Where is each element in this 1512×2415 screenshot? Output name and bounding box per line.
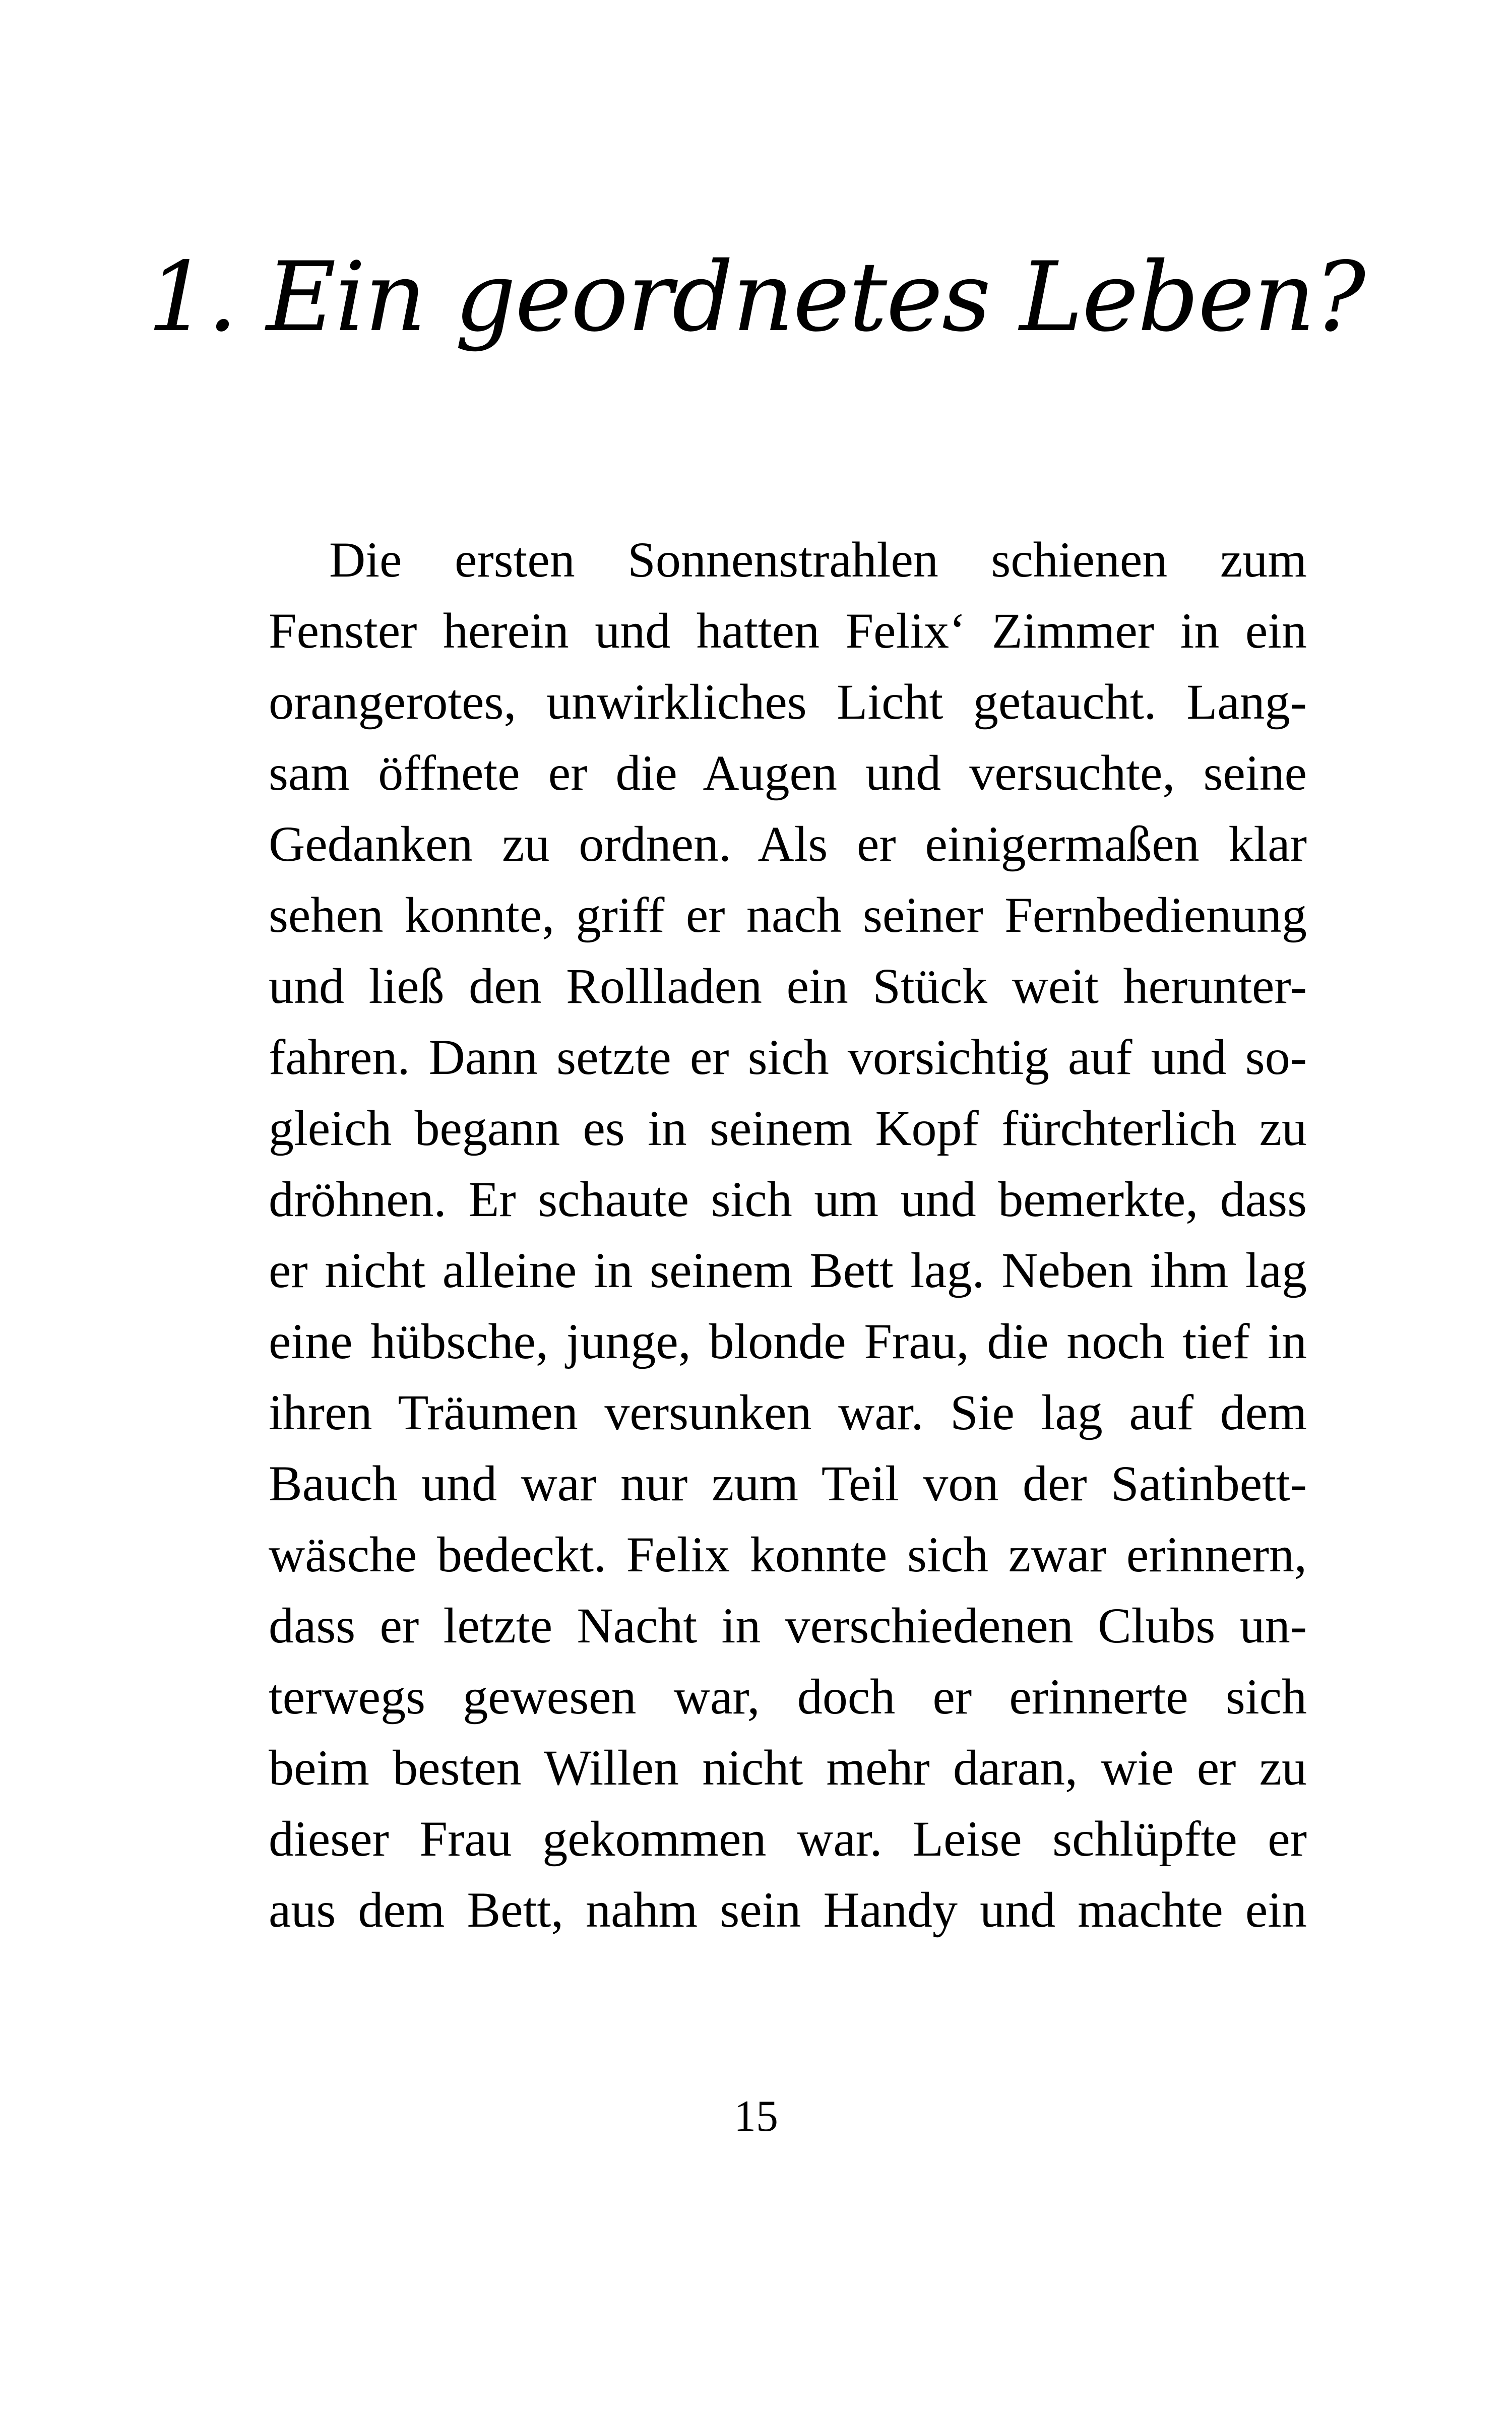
text-line: Bauch und war nur zum Teil von der Satinbett- [269, 1455, 1307, 1511]
text-line: gleich begann es in seinem Kopf fürchterlich zu [269, 1100, 1307, 1156]
text-line: Fenster herein und hatten Felix‘ Zimmer in ein [269, 603, 1307, 659]
text-line: Die ersten Sonnenstrahlen schienen zum [329, 532, 1307, 588]
page-number: 15 [734, 2092, 778, 2141]
text-line: fahren. Dann setzte er sich vorsichtig auf und so- [269, 1029, 1307, 1085]
text-line: terwegs gewesen war, doch er erinnerte sich [269, 1669, 1307, 1725]
text-line: er nicht alleine in seinem Bett lag. Neben ihm lag [269, 1242, 1307, 1298]
text-line: eine hübsche, junge, blonde Frau, die noch tief in [269, 1313, 1307, 1369]
text-line: dass er letzte Nacht in verschiedenen Clubs un- [269, 1598, 1307, 1654]
text-line: ihren Träumen versunken war. Sie lag auf dem [269, 1384, 1307, 1440]
text-line: wäsche bedeckt. Felix konnte sich zwar erinnern, [269, 1527, 1307, 1582]
text-line: aus dem Bett, nahm sein Handy und machte ein [269, 1882, 1307, 1938]
text-line: orangerotes, unwirkliches Licht getaucht. Lang- [269, 674, 1307, 730]
chapter-title: 1. Ein geordnetes Leben? [147, 241, 1365, 353]
text-line: dröhnen. Er schaute sich um und bemerkte, dass [269, 1171, 1307, 1227]
text-line: beim besten Willen nicht mehr daran, wie er zu [269, 1740, 1307, 1796]
body-text [269, 524, 1307, 1945]
text-line: sehen konnte, griff er nach seiner Fernbedienung [269, 887, 1307, 943]
text-line: sam öffnete er die Augen und versuchte, seine [269, 745, 1307, 801]
text-line: Gedanken zu ordnen. Als er einigermaßen klar [269, 816, 1307, 872]
text-line: und ließ den Rollladen ein Stück weit herunter- [269, 958, 1307, 1014]
text-line: dieser Frau gekommen war. Leise schlüpfte er [269, 1811, 1307, 1867]
